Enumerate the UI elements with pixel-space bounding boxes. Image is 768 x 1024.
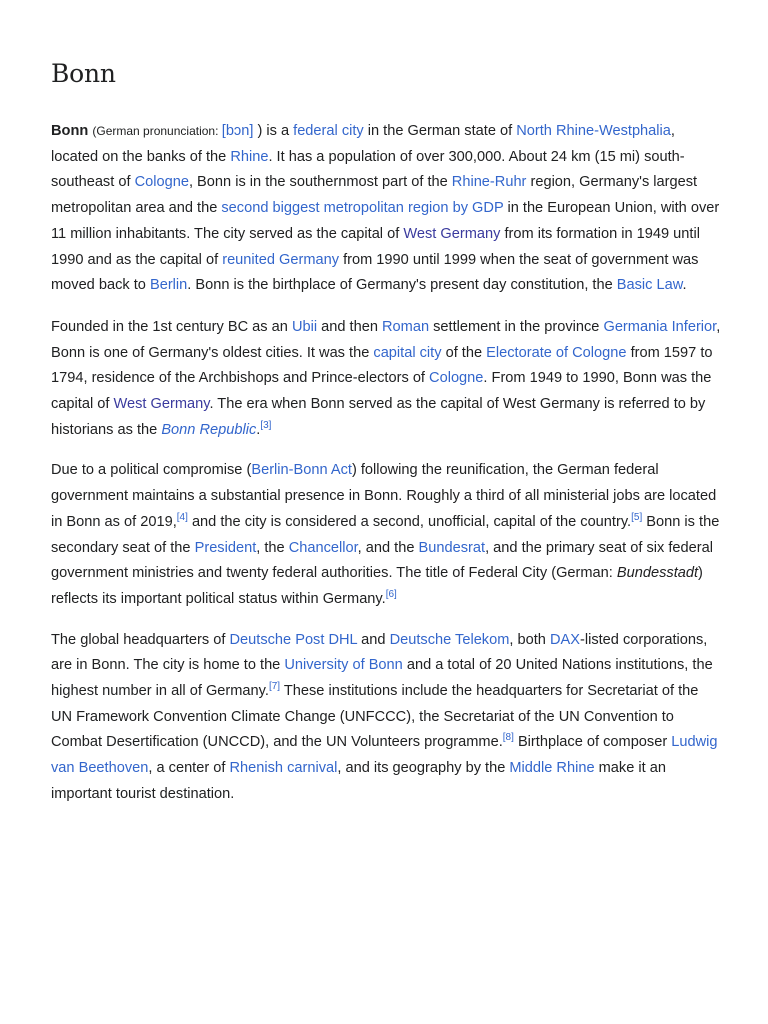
link-germania-inferior[interactable]: Germania Inferior — [603, 318, 717, 335]
text-span: settlement in the province — [429, 318, 604, 335]
reference-link-5[interactable]: [5] — [631, 511, 643, 523]
link-middle-rhine[interactable]: Middle Rhine — [509, 760, 595, 777]
text-span: Bonn is the secondary seat of the — [51, 513, 720, 556]
link-dax[interactable]: DAX — [549, 631, 580, 648]
text-span: Birthplace of composer — [513, 734, 672, 751]
paragraph-history — [51, 315, 721, 444]
text-span: and — [357, 631, 390, 648]
text-span: from 1597 to 1794, residence of the Archbishops and Prince-electors of — [51, 344, 713, 387]
text-span: , and the — [357, 539, 419, 556]
text-span: -listed corporations, are in Bonn. The city is home to the — [51, 631, 708, 674]
text-span: , and its geography by the — [337, 760, 510, 777]
link-berlin-bonn-act[interactable]: Berlin-Bonn Act — [251, 462, 352, 479]
text-span: , located on the banks of the — [51, 123, 675, 165]
link-deutsche-telekom[interactable]: Deutsche Telekom — [389, 631, 510, 648]
reference-8 — [503, 733, 514, 744]
link-capital-city[interactable]: capital city — [373, 344, 442, 361]
paragraph-economy — [51, 628, 721, 808]
text-span: These institutions include the headquarters for Secretariat of the UN Framework Convention Climate Change (UNFCCC), the Secretariat of the UN Convention to Combat Desertification (UNCCD), and the UN Volunteers programme. — [51, 683, 699, 751]
text-span: region, Germany's largest metropolitan area and the — [51, 174, 698, 217]
link-cologne[interactable]: Cologne — [134, 174, 189, 191]
reference-3 — [260, 420, 271, 431]
text-span: ) is a — [253, 123, 294, 139]
text-span: . — [682, 277, 687, 294]
text-span: , both — [509, 631, 550, 648]
reference-6 — [386, 589, 397, 600]
reference-link-7[interactable]: [7] — [268, 681, 281, 693]
text-span: from its formation in 1949 until 1990 and as the capital of — [51, 225, 700, 268]
link-rhine[interactable]: Rhine — [230, 148, 269, 165]
link-electorate-of-cologne[interactable]: Electorate of Cologne — [486, 344, 627, 361]
link-reunited-germany[interactable]: reunited Germany — [222, 251, 340, 268]
text-span: . From 1949 to 1990, Bonn was the capital of — [51, 370, 712, 413]
text-span: from 1990 until 1999 when the seat of government was moved back to — [51, 251, 699, 294]
ipa-link[interactable]: [bɔn] — [221, 123, 254, 139]
link-university-of-bonn[interactable]: University of Bonn — [284, 657, 403, 674]
link-west-germany[interactable]: West Germany — [113, 396, 210, 413]
subject-bold: Bonn — [51, 123, 89, 139]
text-span: Due to a political compromise ( — [51, 462, 252, 479]
bundesstadt-italic: Bundesstadt — [616, 565, 699, 582]
text-span: , a center of — [148, 760, 230, 777]
reference-4 — [177, 512, 188, 523]
link-federal-city[interactable]: federal city — [293, 123, 364, 139]
link-north-rhine-westphalia[interactable]: North Rhine-Westphalia — [516, 123, 671, 139]
reference-link-3[interactable]: [3] — [260, 419, 272, 431]
link-bundesrat[interactable]: Bundesrat — [418, 539, 486, 556]
text-span: in the German state of — [363, 123, 517, 139]
reference-link-8[interactable]: [8] — [502, 732, 514, 744]
text-span: The global headquarters of — [51, 631, 230, 648]
paragraph-intro — [51, 119, 721, 299]
text-span: make it an important tourist destination. — [51, 760, 666, 802]
text-span: and the city is considered a second, unofficial, capital of the country. — [187, 513, 632, 530]
pronunciation-label: (German pronunciation: — [92, 124, 222, 138]
link-second-biggest-metro[interactable]: second biggest metropolitan region by GDP — [221, 200, 504, 217]
text-span: ) reflects its important political status within Germany. — [51, 565, 703, 607]
text-span: . Bonn is the birthplace of Germany's present day constitution, the — [187, 277, 617, 294]
text-span: Founded in the 1st century BC as an — [51, 318, 292, 335]
link-roman[interactable]: Roman — [382, 318, 430, 335]
link-bonn-republic[interactable]: Bonn Republic — [161, 421, 257, 438]
text-span: in the European Union, with over 11 million inhabitants. The city served as the capital of — [51, 200, 720, 242]
article — [51, 0, 721, 808]
link-cologne[interactable]: Cologne — [429, 370, 484, 387]
reference-link-4[interactable]: [4] — [176, 511, 188, 523]
text-span: . The era when Bonn served as the capital of West Germany is referred to by historians as the — [51, 396, 706, 438]
text-span: . — [256, 421, 261, 438]
link-deutsche-post-dhl[interactable]: Deutsche Post DHL — [229, 631, 358, 648]
link-basic-law[interactable]: Basic Law — [616, 277, 683, 294]
text-span: , Bonn is in the southernmost part of the — [188, 174, 452, 191]
reference-5 — [631, 512, 642, 523]
reference-7 — [269, 681, 280, 692]
link-berlin[interactable]: Berlin — [149, 277, 188, 294]
text-span: and a total of 20 United Nations institutions, the highest number in all of Germany. — [51, 657, 713, 700]
reference-link-6[interactable]: [6] — [385, 589, 397, 601]
text-span: , Bonn is one of Germany's oldest cities. It was the — [51, 318, 721, 361]
link-rhenish-carnival[interactable]: Rhenish carnival — [229, 760, 338, 777]
link-chancellor[interactable]: Chancellor — [288, 539, 358, 556]
link-ubii[interactable]: Ubii — [291, 318, 318, 335]
text-span: , and the primary seat of six federal government ministries and twenty federal authorities. The title of Federal City (German: — [51, 539, 713, 582]
text-span: ) following the reunification, the German federal government maintains a substantial presence in Bonn. Roughly a third of all ministerial jobs are located in Bonn as of 2019, — [51, 462, 717, 530]
paragraph-politics — [51, 458, 721, 612]
text-span: of the — [441, 344, 487, 361]
link-ludwig-van-beethoven[interactable]: Ludwig van Beethoven — [51, 734, 718, 777]
link-president[interactable]: President — [194, 539, 257, 556]
text-span: and then — [317, 318, 383, 335]
page-title: Bonn — [51, 59, 116, 88]
text-span: . It has a population of over 300,000. About 24 km (15 mi) south-southeast of — [51, 148, 685, 191]
link-rhine-ruhr[interactable]: Rhine-Ruhr — [451, 174, 527, 191]
link-west-germany[interactable]: West Germany — [403, 225, 501, 242]
text-span: , the — [256, 539, 289, 556]
